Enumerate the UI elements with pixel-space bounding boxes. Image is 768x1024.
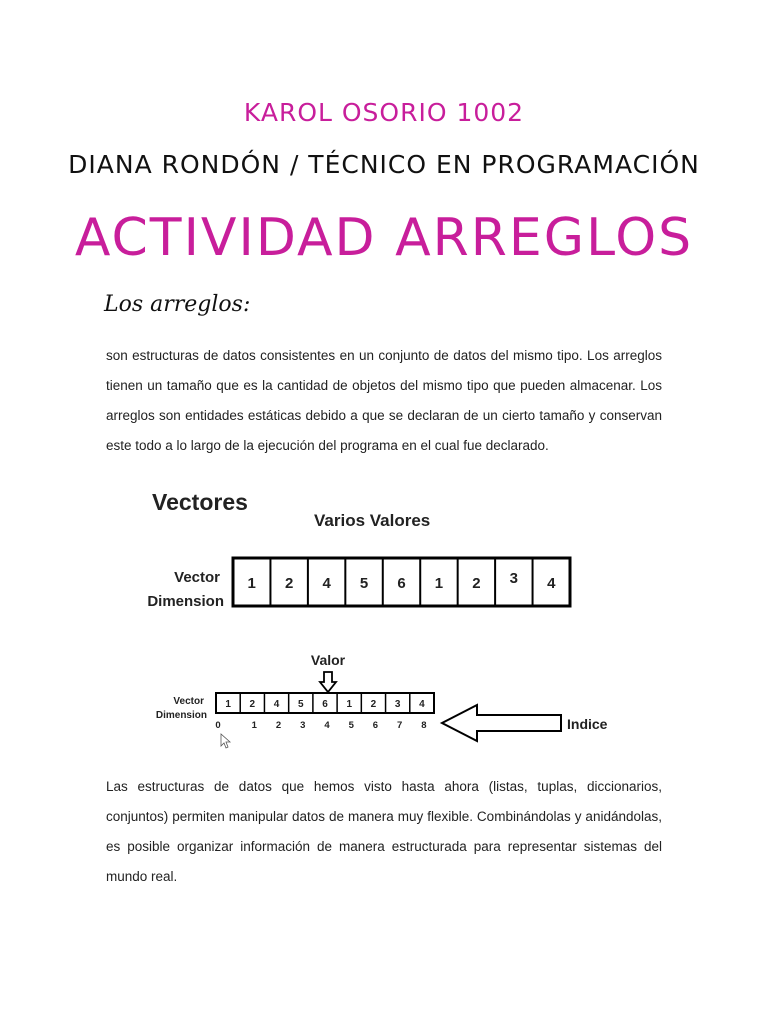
indice-label: Indice [567,716,608,732]
small-vector-cell: 4 [419,699,425,710]
small-vector [216,693,434,713]
index-label: 2 [275,720,282,731]
small-row-label-dimension: Dimension [155,710,207,721]
valor-label: Valor [310,652,346,668]
document-title: ACTIVIDAD ARREGLOS [74,208,694,268]
big-vector-cell: 4 [322,575,331,592]
big-vector-cell: 2 [284,575,294,592]
section-heading: Los arreglos: [104,292,251,317]
big-vector-cell: 1 [434,575,444,592]
index-label: 1 [251,720,257,731]
small-vector-cell: 6 [322,699,328,710]
index-label: 7 [397,720,403,731]
index-label: 6 [372,720,379,731]
small-vector-cell: 1 [346,699,353,710]
author-line: KAROL OSORIO 1002 [243,98,525,127]
subtitle-line: DIANA RONDÓN / TÉCNICO EN PROGRAMACIÓN [68,150,700,179]
valor-arrow-icon [320,672,336,692]
paragraph-estructuras: Las estructuras de datos que hemos visto hasta ahora (listas, tuplas, diccionarios, conjuntos) permiten manipular datos de manera muy flexible. Combinándolas y anidándolas, es posible organizar información de manera estructurada para representar sistemas del mundo real. [106,779,662,884]
small-vector-cell: 2 [370,699,377,710]
small-vector-cell: 3 [394,699,401,710]
big-vector-cell: 1 [247,575,256,592]
big-vector-cell: 5 [359,575,369,592]
big-row-label-dimension: Dimension [147,593,224,610]
index-label: 5 [348,720,354,731]
big-vector-cell: 4 [547,575,556,592]
index-label: 0 [215,720,221,731]
small-vector-cell: 2 [249,699,256,710]
diagram-heading: Vectores [152,489,248,515]
vector-diagram [132,472,652,757]
index-label: 4 [324,720,330,731]
index-label: 3 [300,720,306,731]
small-vector-cell: 5 [297,699,304,710]
diagram-caption: Varios Valores [314,511,431,530]
big-vector-cell: 6 [397,575,406,592]
small-vector-cell: 4 [273,699,280,710]
big-vector-cell: 2 [472,575,481,592]
big-vector [233,558,570,606]
index-row [215,720,426,731]
small-vector-cell: 1 [225,699,231,710]
indice-arrow-icon [442,705,561,741]
paragraph-arreglos: son estructuras de datos consistentes en un conjunto de datos del mismo tipo. Los arreglos tienen un tamaño que es la cantidad de objetos del mismo tipo que pueden almacenar. Los arreglos son entidades estáticas debido a que se declaran de un cierto tamaño y conservan este todo a lo largo de la ejecución del programa en el cual fue declarado. [106,348,662,453]
big-row-label-vector: Vector [174,569,220,586]
cursor-icon [221,734,230,748]
small-row-label-vector: Vector [173,696,204,707]
index-label: 8 [421,720,427,731]
big-vector-cell: 3 [509,570,519,587]
